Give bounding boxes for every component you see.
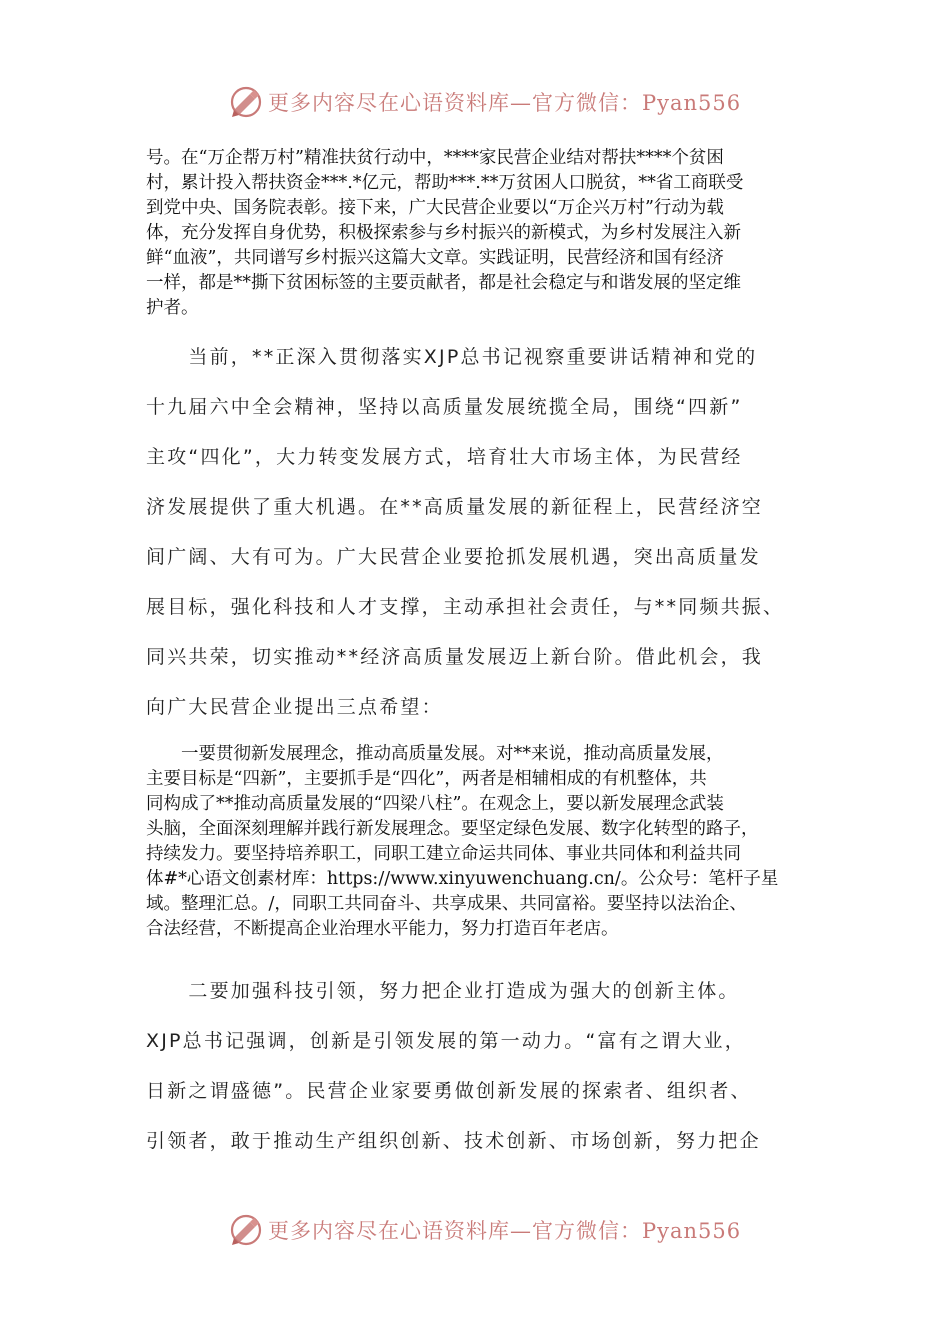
paragraph-1 bbox=[146, 146, 806, 321]
footer-banner bbox=[228, 1212, 741, 1248]
text-line: 体，充分发挥自身优势，积极探索参与乡村振兴的新模式，为乡村发展注入新 bbox=[146, 223, 741, 243]
text-line: 号。在“万企帮万村”精准扶贫行动中，****家民营企业结对帮扶****个贫困 bbox=[146, 148, 724, 168]
text-line: 济发展提供了重大机遇。在**高质量发展的新征程上，民营经济空 bbox=[146, 496, 764, 518]
text-line: 村，累计投入帮扶资金***.*亿元，帮助***.**万贫困人口脱贫，**省工商联受 bbox=[146, 173, 744, 193]
text-line: 二要加强科技引领，努力把企业打造成为强大的创新主体。 bbox=[146, 980, 740, 1002]
text-line: 一样，都是**撕下贫困标签的主要贡献者，都是社会稳定与和谐发展的坚定维 bbox=[146, 273, 741, 293]
header-banner bbox=[228, 84, 741, 120]
paragraph-4 bbox=[146, 966, 806, 1166]
text-line: 同构成了**推动高质量发展的“四梁八柱”。在观念上，要以新发展理念武装 bbox=[146, 794, 724, 814]
text-line: 向广大民营企业提出三点希望： bbox=[146, 696, 443, 718]
paragraph-3 bbox=[146, 742, 806, 942]
text-line: 域。整理汇总。/，同职工共同奋斗、共享成果、共同富裕。要坚持以法治企、 bbox=[146, 894, 747, 914]
text-line: 体#*心语文创素材库：https://www.xinyuwenchuang.cn/。公众号：笔杆子星 bbox=[146, 869, 779, 889]
pen-logo-icon bbox=[228, 84, 264, 120]
text-line: 鲜“血液”，共同谱写乡村振兴这篇大文章。实践证明，民营经济和国有经济 bbox=[146, 248, 724, 268]
text-line: 合法经营，不断提高企业治理水平能力，努力打造百年老店。 bbox=[146, 919, 619, 939]
text-line: 展目标，强化科技和人才支撑，主动承担社会责任，与**同频共振、 bbox=[146, 596, 785, 618]
text-line: 头脑，全面深刻理解并践行新发展理念。要坚定绿色发展、数字化转型的路子， bbox=[146, 819, 759, 839]
text-line: 间广阔、大有可为。广大民营企业要抢抓发展机遇，突出高质量发 bbox=[146, 546, 761, 568]
paragraph-2 bbox=[146, 332, 806, 732]
text-line: 同兴共荣，切实推动**经济高质量发展迈上新台阶。借此机会，我 bbox=[146, 646, 764, 668]
text-line: 持续发力。要坚持培养职工，同职工建立命运共同体、事业共同体和利益共同 bbox=[146, 844, 741, 864]
text-line: 一要贯彻新发展理念，推动高质量发展。对**来说，推动高质量发展， bbox=[146, 744, 724, 764]
text-line: 引领者，敢于推动生产组织创新、技术创新、市场创新，努力把企 bbox=[146, 1130, 761, 1152]
banner-text: 更多内容尽在心语资料库—官方微信：Pyan556 bbox=[268, 1219, 742, 1243]
banner-text: 更多内容尽在心语资料库—官方微信：Pyan556 bbox=[268, 91, 742, 115]
pen-logo-icon bbox=[228, 1212, 264, 1248]
text-line: 日新之谓盛德”。民营企业家要勇做创新发展的探索者、组织者、 bbox=[146, 1080, 752, 1102]
text-line: 主要目标是“四新”，主要抓手是“四化”，两者是相辅相成的有机整体，共 bbox=[146, 769, 707, 789]
text-line: XJP总书记强调，创新是引领发展的第一动力。“富有之谓大业， bbox=[146, 1030, 746, 1052]
text-line: 十九届六中全会精神，坚持以高质量发展统揽全局，围绕“四新” bbox=[146, 396, 743, 418]
text-line: 当前，**正深入贯彻落实XJP总书记视察重要讲话精神和党的 bbox=[146, 346, 758, 368]
text-line: 到党中央、国务院表彰。接下来，广大民营企业要以“万企兴万村”行动为载 bbox=[146, 198, 724, 218]
text-line: 护者。 bbox=[146, 298, 199, 318]
text-line: 主攻“四化”，大力转变发展方式，培育壮大市场主体，为民营经 bbox=[146, 446, 743, 468]
